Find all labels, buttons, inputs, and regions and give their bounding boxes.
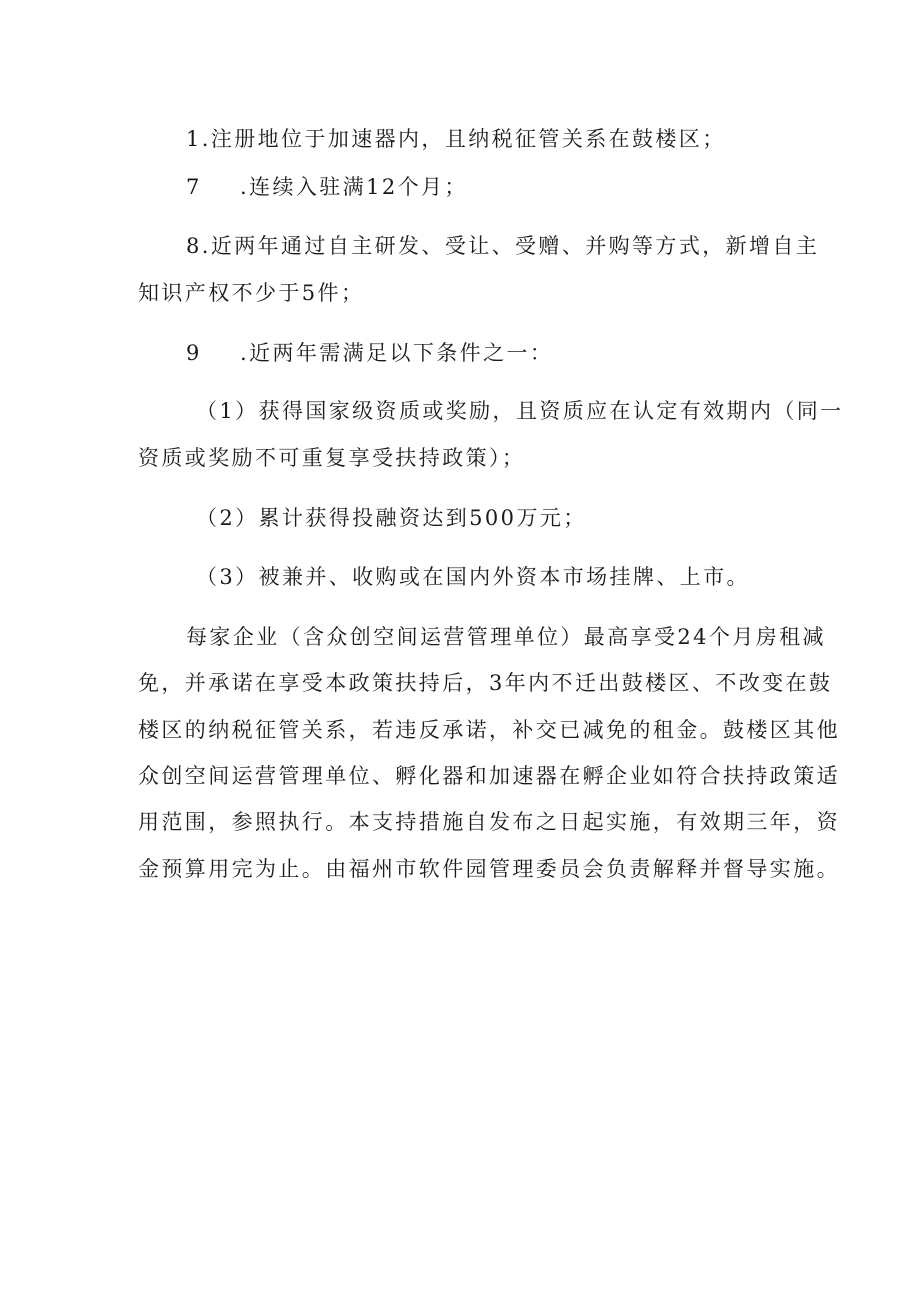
item-7-number: 7	[186, 175, 202, 199]
item-9-text: .近两年需满足以下条件之一：	[240, 341, 554, 365]
item-8-line-2: 知识产权不少于5件；	[138, 281, 365, 305]
item-9-number: 9	[186, 341, 202, 365]
item-9	[186, 336, 838, 370]
item-7-text: .连续入驻满12个月；	[240, 175, 468, 199]
paragraph-line-3: 楼区的纳税征管关系，若违反承诺，补交已减免的租金。鼓楼区其他	[138, 718, 840, 742]
item-8-line-1: 8.近两年通过自主研发、受让、受赠、并购等方式，新增自主	[186, 234, 820, 258]
item-7	[186, 170, 838, 204]
condition-2: （2）累计获得投融资达到500万元；	[196, 506, 587, 530]
item-1: 1.注册地位于加速器内，且纳税征管关系在鼓楼区；	[186, 127, 726, 151]
condition-3: （3）被兼并、收购或在国内外资本市场挂牌、上市。	[196, 565, 750, 589]
condition-1-line-1: （1）获得国家级资质或奖励，且资质应在认定有效期内（同一	[196, 399, 844, 423]
paragraph-line-6: 金预算用完为止。由福州市软件园管理委员会负责解释并督导实施。	[138, 857, 840, 881]
condition-1-line-2: 资质或奖励不可重复享受扶持政策）；	[138, 446, 526, 470]
paragraph-line-2: 免，并承诺在享受本政策扶持后，3年内不迁出鼓楼区、不改变在鼓	[138, 671, 833, 695]
paragraph-line-1: 每家企业（含众创空间运营管理单位）最高享受24个月房租减	[186, 625, 826, 649]
paragraph-line-5: 用范围，参照执行。本支持措施自发布之日起实施，有效期三年，资	[138, 810, 840, 834]
paragraph-line-4: 众创空间运营管理单位、孵化器和加速器在孵企业如符合扶持政策适	[138, 764, 840, 788]
